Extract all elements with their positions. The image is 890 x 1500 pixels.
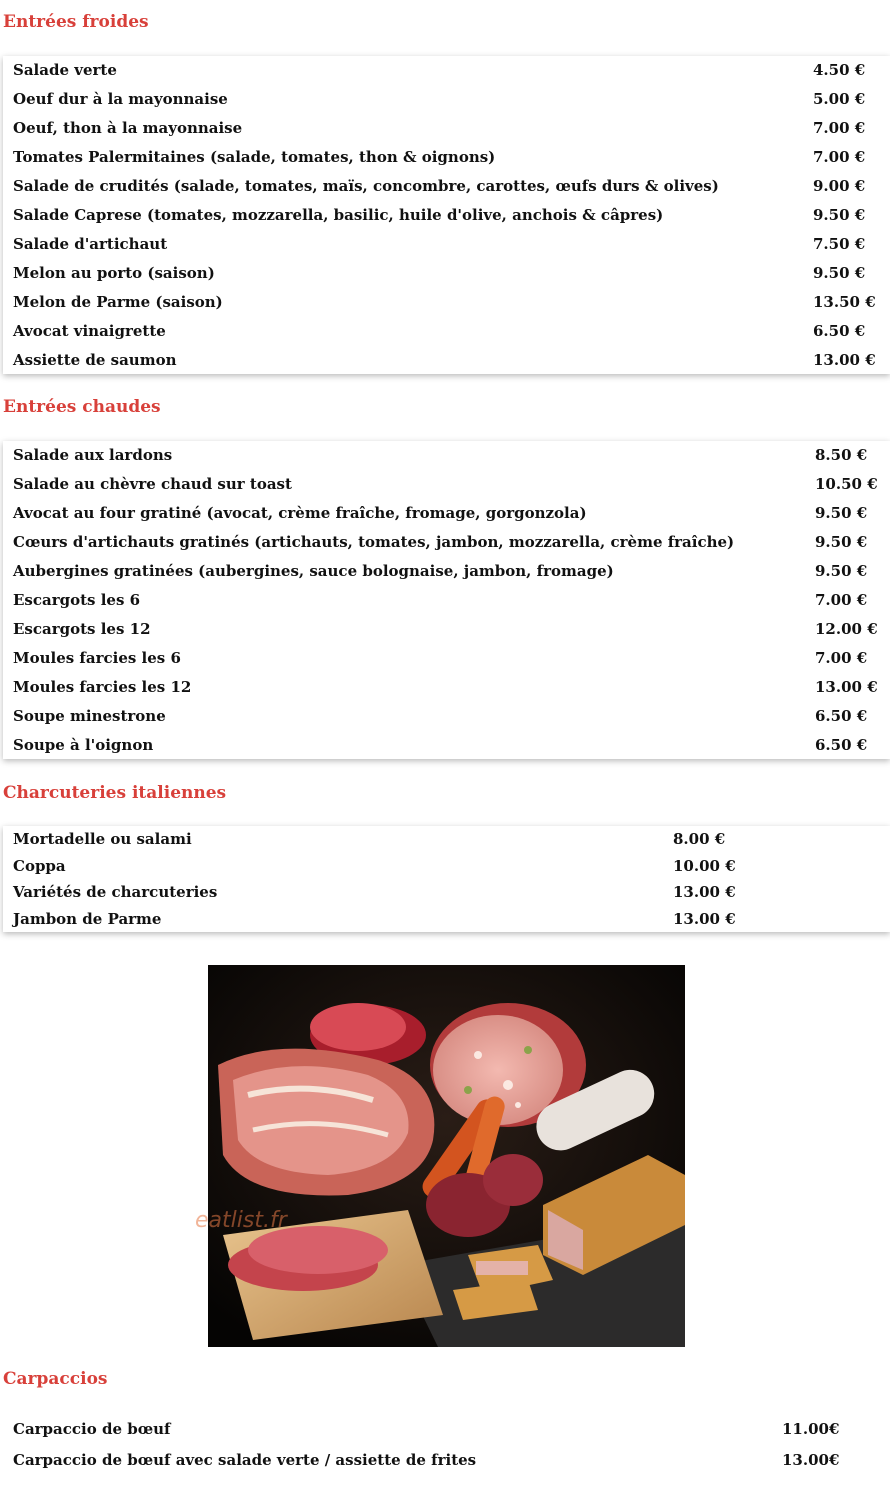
item-price: 9.50 € <box>813 206 866 224</box>
item-price: 7.00 € <box>813 148 866 166</box>
menu-item <box>3 528 890 557</box>
item-name: Moules farcies les 6 <box>13 649 181 667</box>
item-price: 6.50 € <box>815 736 868 754</box>
menu-item <box>3 586 890 615</box>
item-price: 6.50 € <box>815 707 868 725</box>
item-price: 5.00 € <box>813 90 866 108</box>
item-price: 7.00 € <box>815 591 868 609</box>
item-name: Coppa <box>13 856 66 875</box>
watermark: eatlist.fr <box>195 1208 287 1233</box>
item-name: Cœurs d'artichauts gratinés (artichauts, tomates, jambon, mozzarella, crème fraîche) <box>13 533 735 551</box>
item-name: Avocat vinaigrette <box>13 322 166 340</box>
menu-item <box>3 346 890 375</box>
menu-item <box>3 56 890 85</box>
menu-list-carpaccios <box>3 1414 890 1478</box>
menu-item <box>3 879 890 906</box>
item-name: Moules farcies les 12 <box>13 678 192 696</box>
menu-item <box>3 499 890 528</box>
item-price: 4.50 € <box>813 61 866 79</box>
item-price: 6.50 € <box>813 322 866 340</box>
menu-item <box>3 172 890 201</box>
item-name: Mortadelle ou salami <box>13 830 192 848</box>
item-price: 13.00 € <box>673 909 736 928</box>
item-name: Tomates Palermitaines (salade, tomates, thon & oignons) <box>13 148 496 166</box>
item-name: Escargots les 6 <box>13 591 141 609</box>
item-price: 9.50 € <box>815 504 868 522</box>
item-price: 8.00 € <box>673 830 726 848</box>
menu-item <box>3 230 890 259</box>
menu-item <box>3 470 890 499</box>
menu-item <box>3 615 890 644</box>
menu-item <box>3 114 890 143</box>
menu-item <box>3 1414 890 1445</box>
item-price: 9.50 € <box>815 533 868 551</box>
item-price: 13.00 € <box>815 678 878 696</box>
menu-item <box>3 1445 890 1476</box>
item-name: Avocat au four gratiné (avocat, crème fraîche, fromage, gorgonzola) <box>13 504 587 522</box>
section-title-charcuteries-italiennes: Charcuteries italiennes <box>3 783 227 803</box>
menu-item <box>3 143 890 172</box>
item-price: 8.50 € <box>815 446 868 464</box>
menu-item <box>3 201 890 230</box>
menu-item <box>3 259 890 288</box>
item-price: 7.00 € <box>813 119 866 137</box>
item-name: Oeuf dur à la mayonnaise <box>13 90 228 108</box>
charcuterie-illustration <box>208 965 685 1347</box>
menu-card-entrees-froides <box>3 56 890 374</box>
menu-item <box>3 853 890 880</box>
item-name: Salade d'artichaut <box>13 235 168 253</box>
charcuterie-photo <box>208 965 685 1347</box>
menu-item <box>3 85 890 114</box>
section-title-carpaccios: Carpaccios <box>3 1369 108 1389</box>
item-name: Aubergines gratinées (aubergines, sauce bolognaise, jambon, fromage) <box>13 562 614 580</box>
menu-item <box>3 731 890 760</box>
menu-card-charcuteries <box>3 826 890 932</box>
menu-item <box>3 644 890 673</box>
item-price: 7.50 € <box>813 235 866 253</box>
item-price: 9.50 € <box>813 264 866 282</box>
section-title-entrees-chaudes: Entrées chaudes <box>3 397 161 417</box>
item-price: 11.00€ <box>782 1420 840 1438</box>
menu-card-entrees-chaudes <box>3 441 890 759</box>
menu-item <box>3 557 890 586</box>
item-price: 13.00 € <box>813 351 876 369</box>
item-name: Variétés de charcuteries <box>13 883 218 901</box>
menu-item <box>3 906 890 933</box>
menu-item <box>3 288 890 317</box>
item-price: 13.50 € <box>813 293 876 311</box>
item-name: Salade Caprese (tomates, mozzarella, basilic, huile d'olive, anchois & câpres) <box>13 206 664 224</box>
menu-item <box>3 673 890 702</box>
item-price: 10.50 € <box>815 475 878 493</box>
item-name: Assiette de saumon <box>13 351 177 369</box>
item-name: Melon de Parme (saison) <box>13 293 223 311</box>
item-name: Melon au porto (saison) <box>13 264 215 282</box>
item-price: 13.00 € <box>673 883 736 901</box>
item-price: 10.00 € <box>673 856 736 875</box>
item-name: Salade aux lardons <box>13 446 173 464</box>
menu-item <box>3 317 890 346</box>
item-name: Salade de crudités (salade, tomates, maïs, concombre, carottes, œufs durs & olives) <box>13 177 719 195</box>
item-name: Jambon de Parme <box>13 909 162 928</box>
item-name: Oeuf, thon à la mayonnaise <box>13 119 243 137</box>
item-name: Carpaccio de bœuf avec salade verte / assiette de frites <box>13 1451 477 1469</box>
section-title-entrees-froides: Entrées froides <box>3 12 149 32</box>
item-price: 12.00 € <box>815 620 878 638</box>
item-name: Escargots les 12 <box>13 620 151 638</box>
item-name: Soupe à l'oignon <box>13 736 154 754</box>
item-price: 9.00 € <box>813 177 866 195</box>
item-name: Salade au chèvre chaud sur toast <box>13 475 292 493</box>
item-price: 13.00€ <box>782 1451 840 1469</box>
item-name: Soupe minestrone <box>13 707 166 725</box>
item-name: Carpaccio de bœuf <box>13 1420 171 1438</box>
item-price: 7.00 € <box>815 649 868 667</box>
menu-item <box>3 702 890 731</box>
menu-item <box>3 441 890 470</box>
menu-item <box>3 826 890 853</box>
item-name: Salade verte <box>13 61 117 79</box>
item-price: 9.50 € <box>815 562 868 580</box>
